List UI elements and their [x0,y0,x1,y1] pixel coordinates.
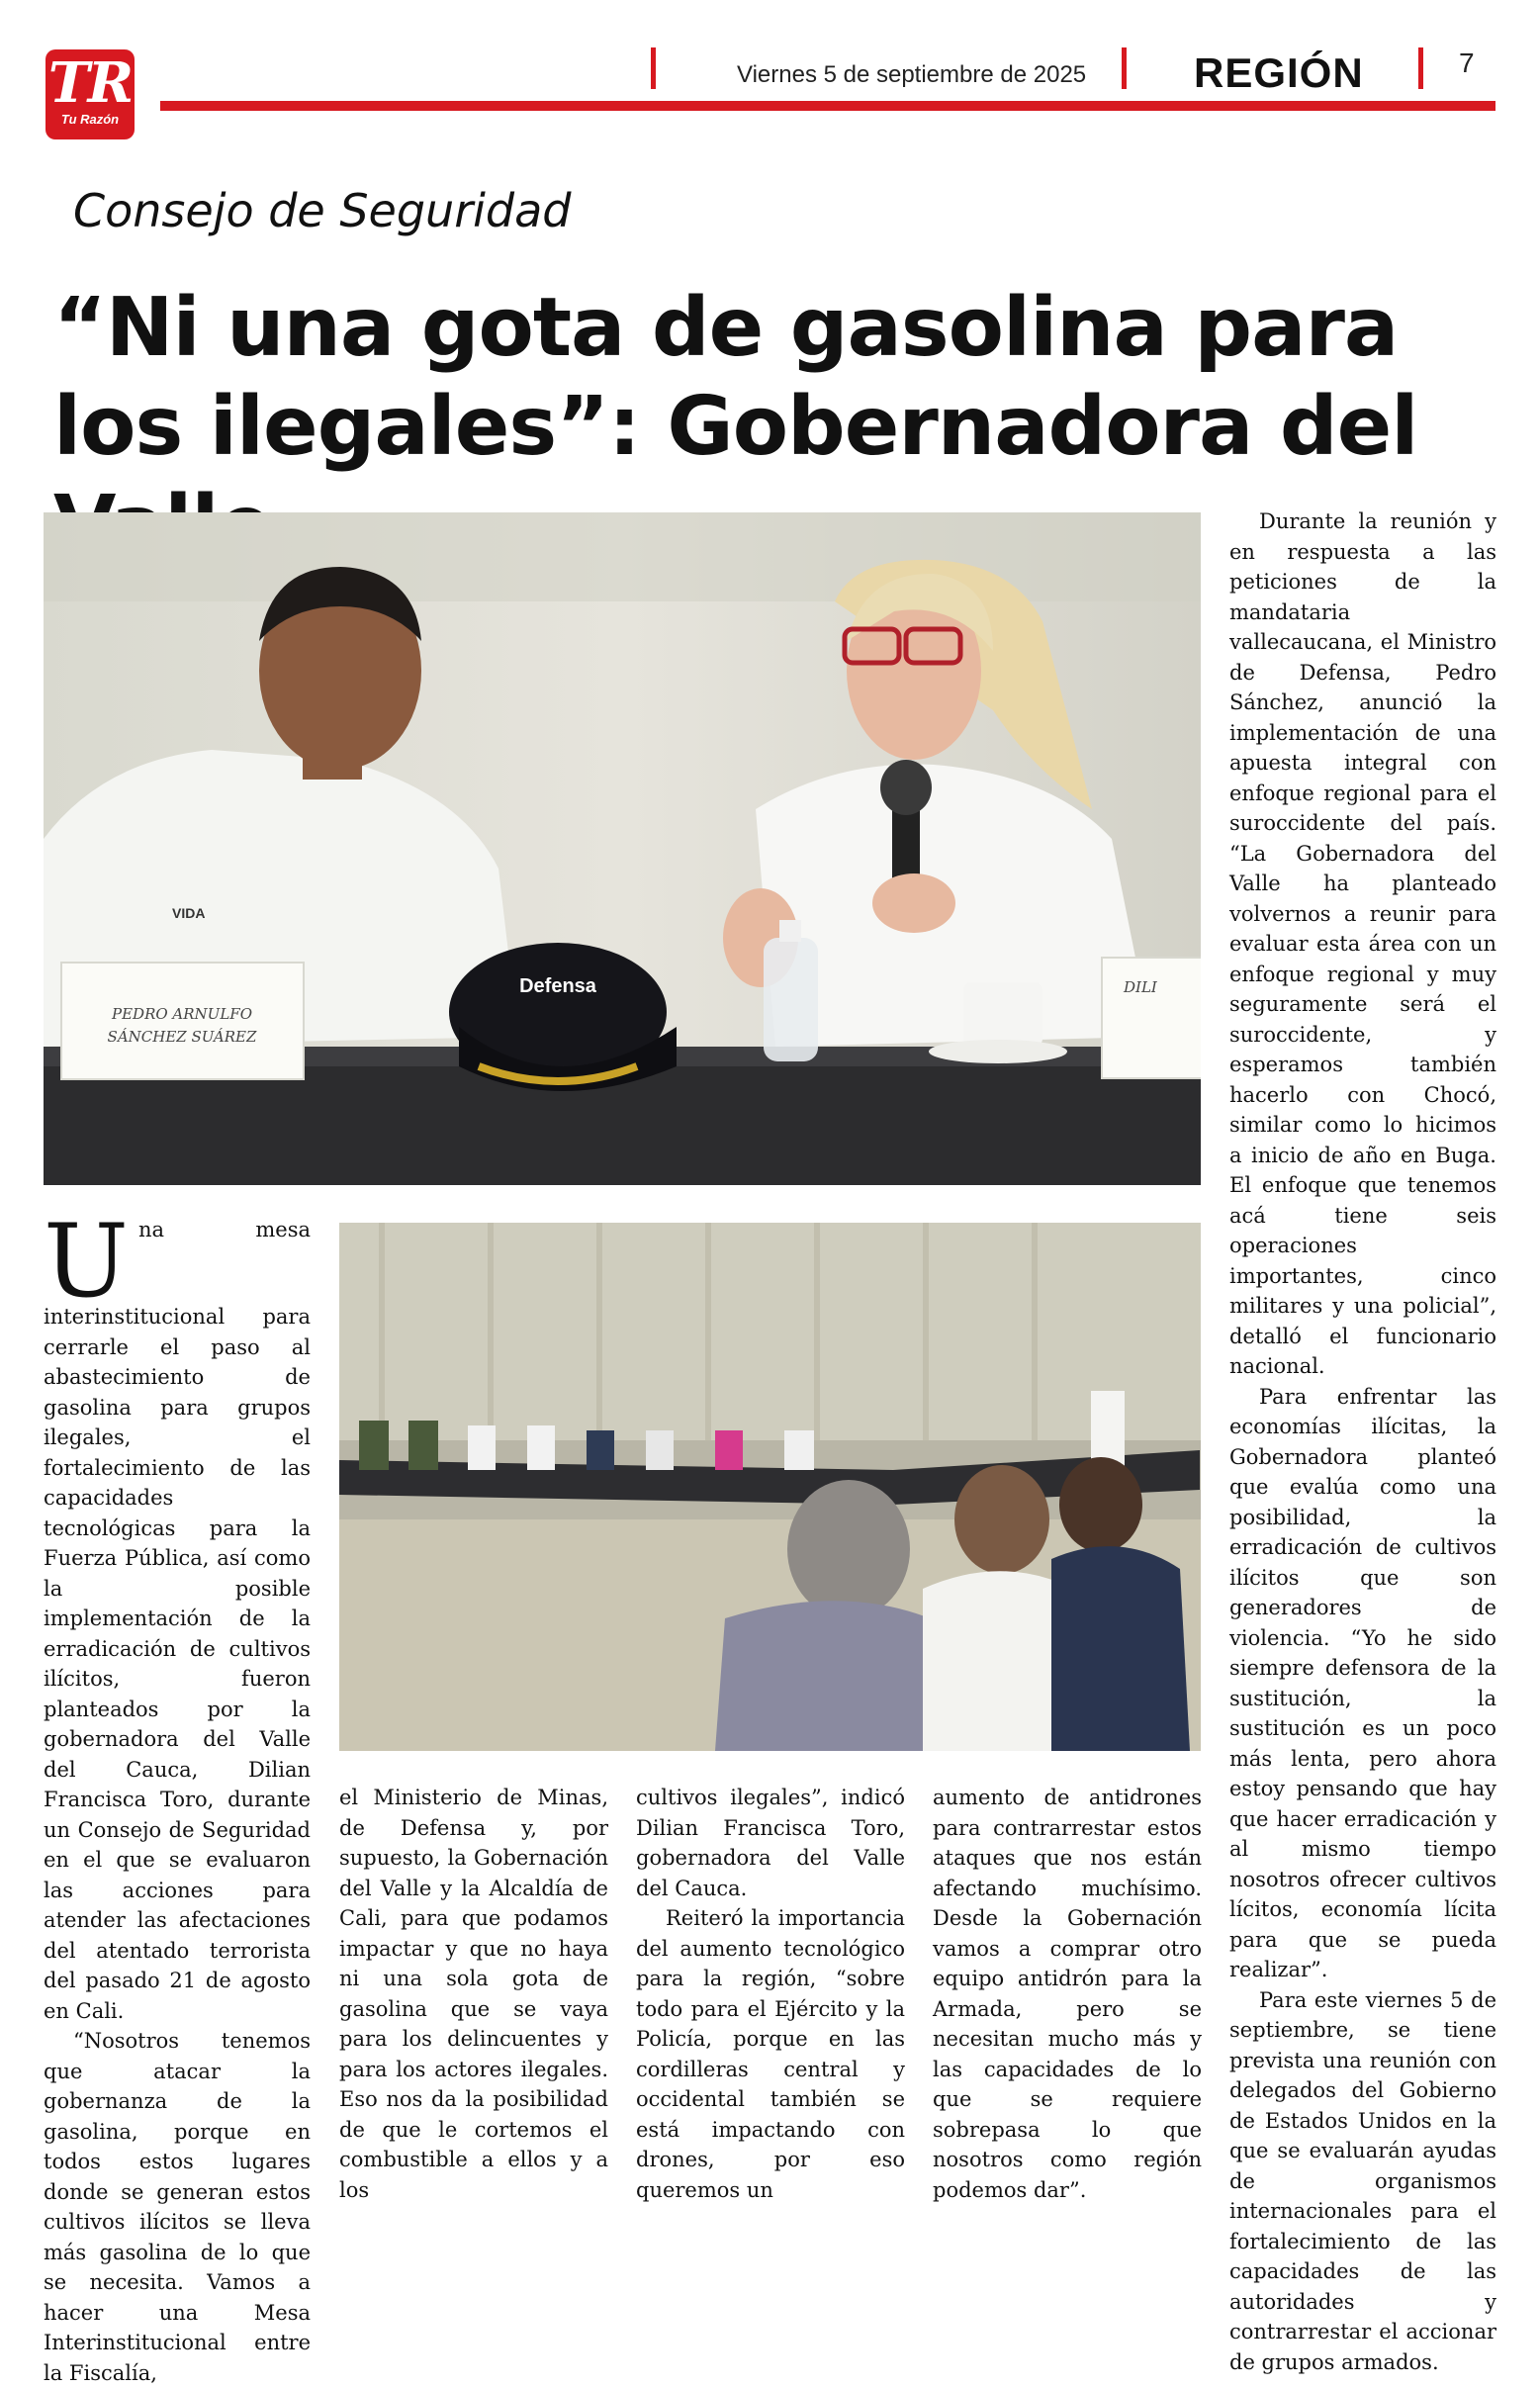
drop-cap: U [44,1203,129,1321]
header-rule [160,101,1495,111]
article-kicker: Consejo de Seguridad [73,184,572,237]
issue-date: Viernes 5 de septiembre de 2025 [737,61,1087,88]
header-divider [1418,47,1423,89]
article-paragraph: cultivos ilegales”, indicó Dilian Francisca Toro, gobernadora del Valle del Cauca. [636,1786,905,1900]
logo-text: TR [47,50,133,116]
article-column-4 [933,1783,1202,2205]
article-column-3 [636,1783,905,2205]
article-paragraph [44,1203,311,2026]
nameplate-name-line1: PEDRO ARNULFO [112,1005,252,1023]
svg-text:VIDA: VIDA [172,905,206,921]
article-column-5 [1229,506,1496,2377]
article-paragraph: “Nosotros tenemos que atacar la gobernanza de la gasolina, porque en todos estos lugares donde se generan estos cultivos ilícitos se lleva más gasolina de lo que se necesita. Vamos a hacer una Mesa Interinstitucional entre la Fiscalía, [44,2029,311,2385]
page-number: 7 [1459,47,1475,78]
article-column-1 [44,1203,311,2388]
article-paragraph: Para este viernes 5 de septiembre, se tiene prevista una reunión con delegados del Gobierno de Estados Unidos en la que se evaluarán ayudas de organismos internacionales para el fortalecimiento de las capacidades de las autoridades y contrarrestar el accionar de grupos armados. [1229,1987,1496,2374]
article-headline: “Ni una gota de gasolina para los ilegales”: Gobernadora del [53,281,1418,474]
article-paragraph: el Ministerio de Minas, de Defensa y, por supuesto, la Gobernación del Valle y la Alcaldía de Cali, para que podamos impactar y que no haya ni una sola gota de gasolina que se vaya para los delincuentes y para los actores ilegales. Eso nos da la posibilidad de que le cortemos el combustible a ellos y a los [339,1786,608,2202]
article-paragraph: Reiteró la importancia del aumento tecnológico para la región, “sobre todo para el Ejército y la Policía, porque en las cordilleras central y occidental también se está impactando con drones, por eso queremos un [636,1906,905,2202]
meeting-photo [339,1223,1201,1751]
article-paragraph: Para enfrentar las economías ilícitas, la Gobernadora planteó que evalúa como una posibilidad, la erradicación de cultivos ilícitos que son generadores de violencia. “Yo he sido siempre defensora de la sustitución, la sustitución es un poco más lenta, pero ahora estoy pensando que hay que hacer erradicación y al mismo tiempo nosotros ofrecer cultivos lícitos, economía lícita para que se pueda realizar”. [1229,1384,1496,1981]
tu-razon-logo [45,49,135,139]
cap-text: Defensa [519,975,596,997]
nameplate-name-line2: SÁNCHEZ SUÁREZ [107,1028,257,1046]
paragraph-text: na mesa interinstitucional para cerrarle el paso al abastecimiento de gasolina para grupos ilegales, el fortalecimiento de las capacidades tecnológicas para la Fuerza Pública, así como la posible implementación de la erradicación de cultivos ilícitos, fueron planteados por la gobernadora del Valle del Cauca, Dilian Francisca Toro, durante un Consejo de Seguridad en el que se evaluaron las acciones para atender las afectaciones del atentado terrorista del pasado 21 de agosto en Cali. [44,1218,311,2023]
logo-subtitle: Tu Razón [60,112,120,127]
header-divider [651,47,656,89]
header-divider [1122,47,1127,89]
article-column-2 [339,1783,608,2205]
main-photo [44,512,1201,1185]
article-paragraph: Durante la reunión y en respuesta a las peticiones de la mandataria vallecaucana, el Ministro de Defensa, Pedro Sánchez, anunció la implementación de una apuesta integral con enfoque regional para el suroccidente del país. “La Gobernadora del Valle ha planteado volvernos a reunir para evaluar esta área con un enfoque regional y muy seguramente será el suroccidente, y esperamos también hacerlo con Chocó, similar como lo hicimos a inicio de año en Buga. El enfoque que tenemos acá tiene seis operaciones importantes, cinco militares y una policial”, detalló el funcionario nacional. [1229,509,1496,1378]
nameplate-right-text: DILI [1124,978,1157,996]
article-paragraph: aumento de antidrones para contrarrestar estos ataques que nos están afectando muchísimo. Desde la Gobernación vamos a comprar otro equipo antidrón para la Armada, pero se necesitan mucho más y las capacidades de lo que se requiere sobrepasa lo que nosotros como región podemos dar”. [933,1786,1202,2202]
section-name: REGIÓN [1194,49,1364,96]
